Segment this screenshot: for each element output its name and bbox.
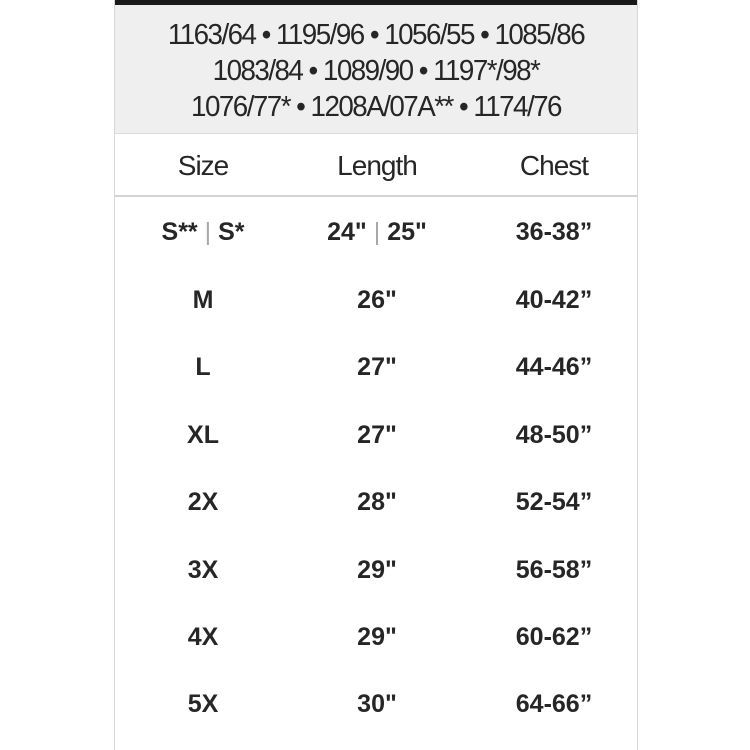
chest-cell: 64-66” bbox=[515, 690, 593, 718]
model-numbers-line-2: 1083/84 • 1089/90 • 1197*/98* bbox=[212, 55, 540, 87]
table-row bbox=[115, 556, 637, 624]
size-cell: XL bbox=[187, 421, 219, 449]
model-numbers-line-3: 1076/77* • 1208A/07A** • 1174/76 bbox=[191, 91, 561, 123]
length-cell: 28" bbox=[357, 488, 397, 516]
size-value-a: S** bbox=[161, 218, 198, 246]
separator: | bbox=[373, 218, 381, 246]
table-row bbox=[115, 421, 637, 489]
size-value-b: S* bbox=[218, 218, 245, 246]
length-value-b: 25" bbox=[387, 218, 427, 246]
chest-cell: 52-54” bbox=[515, 488, 593, 516]
table-row bbox=[115, 488, 637, 556]
length-cell: 27" bbox=[357, 353, 397, 381]
table-row bbox=[115, 218, 637, 286]
chest-cell: 44-46” bbox=[515, 353, 593, 381]
size-cell: 4X bbox=[187, 623, 219, 651]
size-cell: 3X bbox=[187, 556, 219, 584]
table-row bbox=[115, 353, 637, 421]
table-row bbox=[115, 623, 637, 691]
header-length: Length bbox=[337, 150, 417, 181]
length-cell: 26" bbox=[357, 286, 397, 314]
chest-cell: 48-50” bbox=[515, 421, 593, 449]
model-numbers-band bbox=[115, 5, 637, 134]
size-chart-card bbox=[114, 0, 638, 750]
size-cell: L bbox=[195, 353, 211, 381]
table-row bbox=[115, 286, 637, 354]
length-cell: 30" bbox=[357, 690, 397, 718]
size-cell: 2X bbox=[187, 488, 219, 516]
length-cell: 29" bbox=[357, 556, 397, 584]
table-row bbox=[115, 690, 637, 750]
length-value-a: 24" bbox=[327, 218, 367, 246]
separator: | bbox=[204, 218, 212, 246]
chest-cell: 40-42” bbox=[515, 286, 593, 314]
model-numbers-line-1: 1163/64 • 1195/96 • 1056/55 • 1085/86 bbox=[167, 19, 585, 51]
size-cell: M bbox=[192, 286, 214, 314]
length-cell bbox=[327, 218, 427, 247]
chest-cell: 36-38” bbox=[515, 218, 593, 246]
chest-cell: 60-62” bbox=[515, 623, 593, 651]
length-cell: 27" bbox=[357, 421, 397, 449]
chest-cell: 56-58” bbox=[515, 556, 593, 584]
length-cell: 29" bbox=[357, 623, 397, 651]
header-chest: Chest bbox=[519, 150, 589, 181]
size-cell: 5X bbox=[187, 690, 219, 718]
table-header-row bbox=[115, 134, 637, 197]
size-cell bbox=[162, 218, 245, 247]
header-size: Size bbox=[177, 150, 229, 181]
